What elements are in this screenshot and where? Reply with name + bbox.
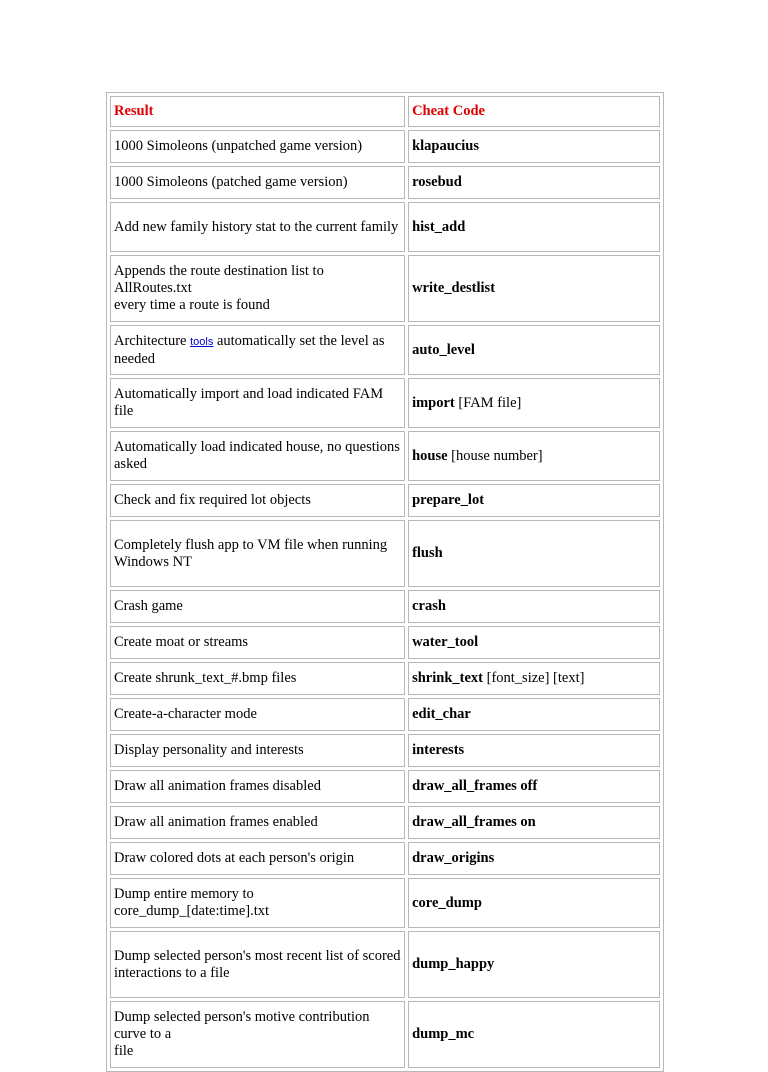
cheat-code-text: crash bbox=[412, 598, 446, 614]
table-row bbox=[110, 806, 660, 839]
result-text: Create shrunk_text_#.bmp files bbox=[114, 670, 297, 686]
result-text: Appends the route destination list to AllRoutes.txt bbox=[114, 263, 324, 296]
header-cheat-code: Cheat Code bbox=[408, 96, 660, 127]
table-row bbox=[110, 255, 660, 322]
result-cell bbox=[110, 484, 405, 517]
table-row bbox=[110, 1001, 660, 1068]
result-cell bbox=[110, 842, 405, 875]
cheat-code-text: klapaucius bbox=[412, 138, 479, 154]
result-cell bbox=[110, 378, 405, 428]
cheat-code-cell bbox=[408, 626, 660, 659]
cheat-code-text: dump_happy bbox=[412, 956, 495, 972]
result-cell bbox=[110, 431, 405, 481]
result-text: Architecture bbox=[114, 332, 191, 349]
table-row bbox=[110, 770, 660, 803]
result-cell bbox=[110, 662, 405, 695]
result-cell bbox=[110, 626, 405, 659]
result-cell bbox=[110, 255, 405, 322]
result-cell bbox=[110, 202, 405, 252]
cheat-code-cell bbox=[408, 255, 660, 322]
cheat-code-cell bbox=[408, 325, 660, 375]
cheat-code-text: draw_all_frames off bbox=[412, 778, 538, 794]
result-cell bbox=[110, 931, 405, 998]
cheat-code-text: auto_level bbox=[412, 341, 475, 358]
cheat-code-text: house bbox=[412, 447, 448, 464]
result-text: Create moat or streams bbox=[114, 634, 249, 650]
header-result: Result bbox=[110, 96, 405, 127]
cheat-code-text: draw_all_frames on bbox=[412, 814, 536, 830]
result-text: Completely flush app to VM file when running bbox=[114, 536, 388, 553]
table-row bbox=[110, 698, 660, 731]
table-row bbox=[110, 130, 660, 163]
cheat-code-text: prepare_lot bbox=[412, 492, 485, 508]
cheat-code-argument: [font_size] [text] bbox=[482, 670, 585, 686]
table-row bbox=[110, 734, 660, 767]
cheat-code-table bbox=[106, 92, 664, 1072]
cheat-code-cell bbox=[408, 130, 660, 163]
cheat-code-text: core_dump bbox=[412, 894, 482, 911]
cheat-code-cell bbox=[408, 842, 660, 875]
result-text: Windows NT bbox=[114, 553, 192, 570]
result-text: Dump selected person's motive contribution curve to a bbox=[114, 1009, 370, 1042]
result-text: Draw colored dots at each person's origin bbox=[114, 850, 355, 866]
result-cell bbox=[110, 325, 405, 375]
cheat-code-cell bbox=[408, 484, 660, 517]
cheat-code-cell bbox=[408, 1001, 660, 1068]
cheat-code-text: draw_origins bbox=[412, 850, 495, 866]
result-cell bbox=[110, 770, 405, 803]
result-text: 1000 Simoleons (unpatched game version) bbox=[114, 138, 363, 154]
result-cell bbox=[110, 166, 405, 199]
result-cell bbox=[110, 590, 405, 623]
cheat-code-cell bbox=[408, 931, 660, 998]
result-text: Add new family history stat to the current family bbox=[114, 218, 399, 235]
result-text: Create-a-character mode bbox=[114, 706, 257, 722]
result-text: interactions to a file bbox=[114, 964, 230, 981]
result-text: Display personality and interests bbox=[114, 742, 304, 758]
cheat-code-cell bbox=[408, 166, 660, 199]
cheat-code-cell bbox=[408, 806, 660, 839]
cheat-code-cell bbox=[408, 770, 660, 803]
table-row bbox=[110, 325, 660, 375]
result-text: Automatically import and load indicated FAM file bbox=[114, 386, 384, 419]
result-cell bbox=[110, 130, 405, 163]
result-cell bbox=[110, 806, 405, 839]
result-text: Crash game bbox=[114, 598, 183, 614]
cheat-code-cell bbox=[408, 202, 660, 252]
table-row bbox=[110, 520, 660, 587]
result-text: every time a route is found bbox=[114, 297, 270, 313]
table-row bbox=[110, 590, 660, 623]
cheat-code-cell bbox=[408, 520, 660, 587]
cheat-code-text: flush bbox=[412, 545, 443, 561]
cheat-code-text: shrink_text bbox=[412, 670, 483, 686]
table-row bbox=[110, 878, 660, 928]
cheat-code-cell bbox=[408, 734, 660, 767]
cheat-code-argument: [FAM file] bbox=[454, 394, 522, 411]
table-row bbox=[110, 431, 660, 481]
cheat-code-text: dump_mc bbox=[412, 1026, 475, 1042]
table-row bbox=[110, 378, 660, 428]
table-row bbox=[110, 842, 660, 875]
table-header-row bbox=[110, 96, 660, 127]
cheat-code-cell bbox=[408, 878, 660, 928]
cheat-code-text: water_tool bbox=[412, 634, 479, 650]
result-cell bbox=[110, 1001, 405, 1068]
result-cell bbox=[110, 698, 405, 731]
result-text: file bbox=[114, 1043, 134, 1059]
result-cell bbox=[110, 878, 405, 928]
cheat-code-cell bbox=[408, 431, 660, 481]
result-text: Automatically load indicated house, no questions asked bbox=[114, 439, 400, 472]
cheat-code-cell bbox=[408, 590, 660, 623]
cheat-code-text: hist_add bbox=[412, 218, 466, 235]
table-row bbox=[110, 484, 660, 517]
cheat-code-cell bbox=[408, 698, 660, 731]
cheat-code-text: rosebud bbox=[412, 174, 462, 190]
table-body bbox=[110, 96, 660, 1068]
cheat-code-text: edit_char bbox=[412, 706, 471, 722]
table-row bbox=[110, 166, 660, 199]
result-text: Check and fix required lot objects bbox=[114, 492, 311, 508]
result-cell bbox=[110, 520, 405, 587]
result-text: Dump selected person's most recent list of scored bbox=[114, 947, 401, 964]
cheat-code-text: interests bbox=[412, 742, 465, 758]
cheat-code-cell bbox=[408, 378, 660, 428]
result-cell bbox=[110, 734, 405, 767]
result-text: Draw all animation frames enabled bbox=[114, 814, 318, 830]
cheat-code-cell bbox=[408, 662, 660, 695]
tools-link[interactable]: tools bbox=[190, 335, 214, 348]
result-text: automatically set the level as needed bbox=[114, 332, 385, 367]
table-row bbox=[110, 931, 660, 998]
table-row bbox=[110, 662, 660, 695]
cheat-code-argument: [house number] bbox=[447, 447, 543, 464]
table-row bbox=[110, 202, 660, 252]
table-row bbox=[110, 626, 660, 659]
result-text: Draw all animation frames disabled bbox=[114, 778, 321, 794]
cheat-code-text: import bbox=[412, 394, 455, 411]
result-text: Dump entire memory to core_dump_[date:time].txt bbox=[114, 886, 270, 919]
cheat-code-text: write_destlist bbox=[412, 280, 496, 296]
result-text: 1000 Simoleons (patched game version) bbox=[114, 174, 348, 190]
